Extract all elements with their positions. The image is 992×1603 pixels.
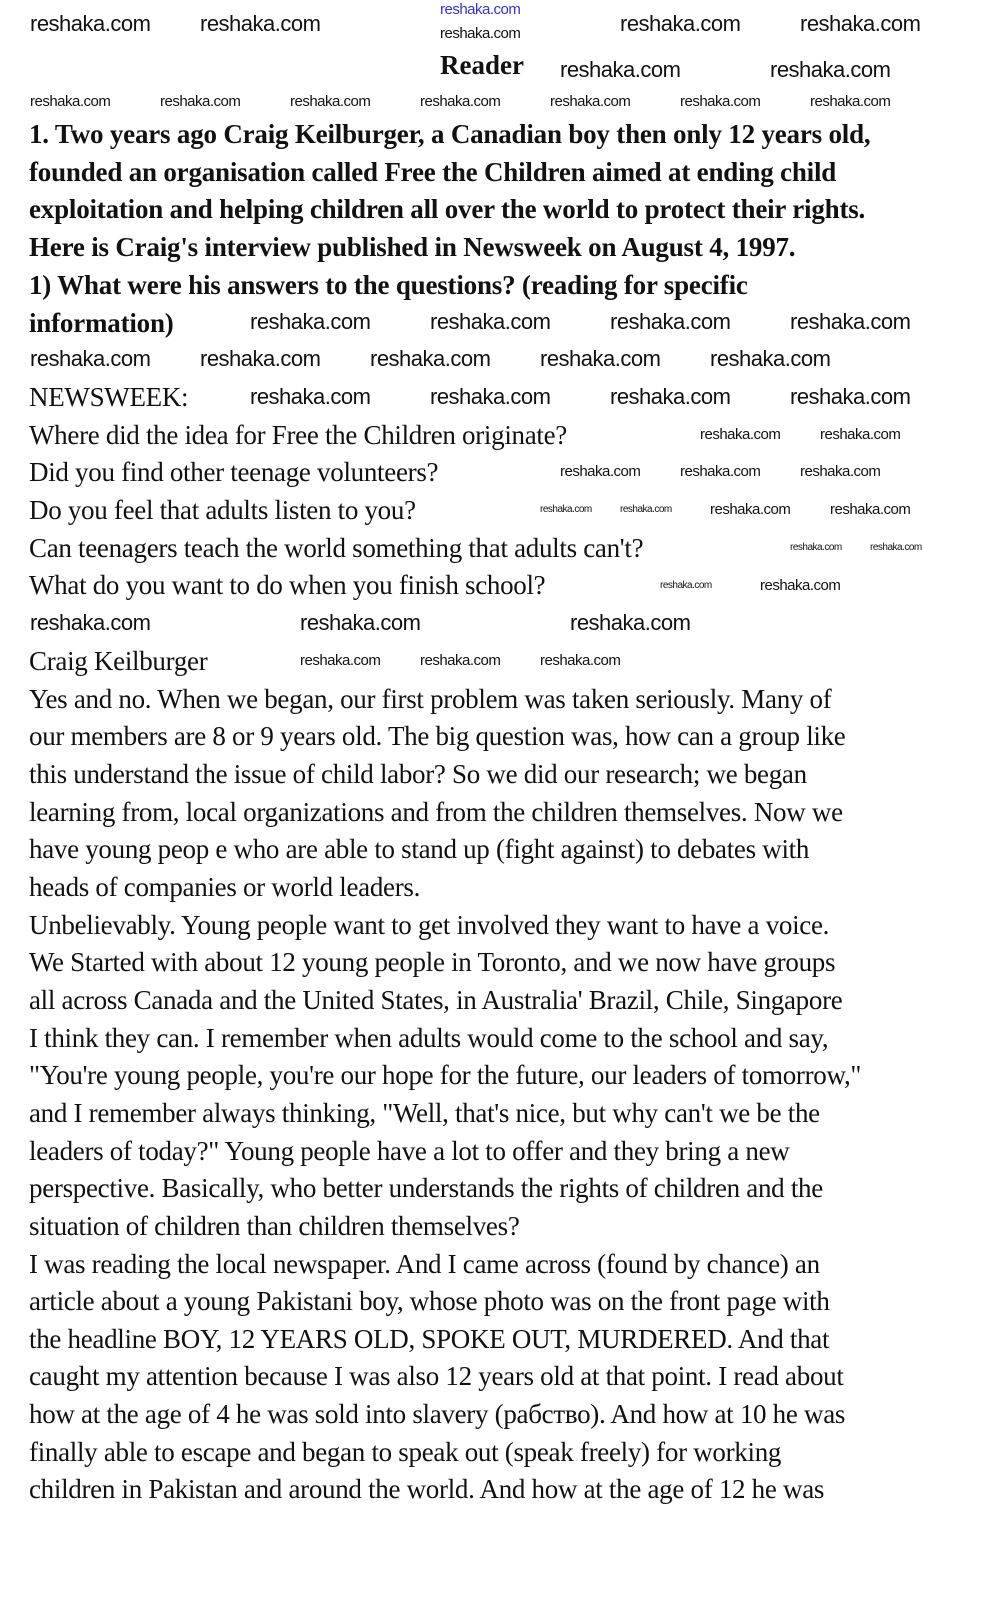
- question-line: Can teenagers teach the world something that adults can't?: [29, 532, 644, 563]
- answer-line: caught my attention because I was also 12 years old at that point. I read about: [29, 1361, 844, 1392]
- watermark: reshaka.com: [300, 652, 381, 669]
- watermark: reshaka.com: [610, 309, 731, 334]
- watermark: reshaka.com: [290, 93, 371, 110]
- watermark: reshaka.com: [30, 610, 151, 635]
- watermark: reshaka.com: [160, 93, 241, 110]
- answer-line: our members are 8 or 9 years old. The big question was, how can a group like: [29, 721, 846, 752]
- answer-line: situation of children than children themselves?: [29, 1210, 520, 1241]
- answer-line: and I remember always thinking, "Well, that's nice, but why can't we be the: [29, 1097, 820, 1128]
- watermark: reshaka.com: [560, 57, 681, 82]
- intro-line: 1. Two years ago Craig Keilburger, a Canadian boy then only 12 years old,: [29, 119, 871, 149]
- answer-line: heads of companies or world leaders.: [29, 871, 421, 902]
- answer-line: Craig Keilburger: [29, 646, 208, 676]
- answer-line: article about a young Pakistani boy, whose photo was on the front page with: [29, 1286, 830, 1317]
- question-line: Where did the idea for Free the Children originate?: [29, 419, 567, 450]
- intro-line: Here is Craig's interview published in Newsweek on August 4, 1997.: [29, 232, 796, 263]
- watermark: reshaka.com: [700, 426, 781, 443]
- watermark: reshaka.com: [540, 504, 592, 515]
- answer-line: "You're young people, you're our hope for the future, our leaders of tomorrow,": [29, 1060, 862, 1091]
- question-line: Did you find other teenage volunteers?: [29, 457, 439, 488]
- answer-line: I think they can. I remember when adults would come to the school and say,: [29, 1022, 829, 1053]
- watermark: reshaka.com: [800, 463, 881, 480]
- watermark: reshaka.com: [250, 309, 371, 334]
- intro-line: founded an organisation called Free the Children aimed at ending child: [29, 156, 837, 187]
- page-title: Reader: [440, 50, 524, 80]
- watermark: reshaka.com: [790, 384, 911, 409]
- watermark: reshaka.com: [540, 652, 621, 669]
- watermark: reshaka.com: [800, 11, 921, 36]
- watermark: reshaka.com: [200, 346, 321, 371]
- watermark: reshaka.com: [870, 542, 922, 553]
- watermark: reshaka.com: [610, 384, 731, 409]
- answer-line: how at the age of 4 he was sold into slavery (рабство). And how at 10 he was: [29, 1399, 846, 1430]
- watermark: reshaka.com: [560, 463, 641, 480]
- watermark: reshaka.com: [680, 93, 761, 110]
- answer-line: perspective. Basically, who better understands the rights of children and the: [29, 1173, 823, 1204]
- watermark: reshaka.com: [540, 346, 661, 371]
- newsweek-questions: [29, 379, 643, 605]
- watermark: reshaka.com: [30, 11, 151, 36]
- answer-line: leaders of today?" Young people have a lot to offer and they bring a new: [29, 1135, 790, 1166]
- watermark: reshaka.com: [790, 309, 911, 334]
- answer-line: finally able to escape and began to speak out (speak freely) for working: [29, 1436, 782, 1467]
- answer-line: children in Pakistan and around the world. And how at the age of 12 he was: [29, 1474, 825, 1505]
- craig-answers: [29, 643, 861, 1509]
- watermark: reshaka.com: [370, 346, 491, 371]
- question-line: NEWSWEEK:: [29, 382, 189, 412]
- watermark: reshaka.com: [430, 384, 551, 409]
- watermark: reshaka.com: [790, 542, 842, 553]
- watermark: reshaka.com: [440, 25, 521, 42]
- intro-line: 1) What were his answers to the questions? (reading for specific: [29, 269, 748, 300]
- watermark: reshaka.com: [430, 309, 551, 334]
- watermark: reshaka.com: [570, 610, 691, 635]
- answer-line: We Started with about 12 young people in Toronto, and we now have groups: [29, 947, 836, 978]
- watermark: reshaka.com: [30, 346, 151, 371]
- answer-line: have young peop e who are able to stand up (fight against) to debates with: [29, 834, 810, 865]
- watermark: reshaka.com: [300, 610, 421, 635]
- answer-line: learning from, local organizations and from the children themselves. Now we: [29, 796, 843, 827]
- watermark: reshaka.com: [760, 577, 841, 594]
- watermark: reshaka.com: [810, 93, 891, 110]
- watermark: reshaka.com: [820, 426, 901, 443]
- watermark: reshaka.com: [420, 93, 501, 110]
- watermark: reshaka.com: [830, 501, 911, 518]
- watermark: reshaka.com: [440, 1, 521, 18]
- watermark: reshaka.com: [550, 93, 631, 110]
- answer-line: the headline BOY, 12 YEARS OLD, SPOKE OUT, MURDERED. And that: [29, 1323, 830, 1354]
- watermark: reshaka.com: [420, 652, 501, 669]
- question-line: Do you feel that adults listen to you?: [29, 494, 416, 525]
- watermark: reshaka.com: [710, 501, 791, 518]
- watermark: reshaka.com: [660, 580, 712, 591]
- answer-line: I was reading the local newspaper. And I came across (found by chance) an: [29, 1248, 820, 1279]
- answer-line: this understand the issue of child labor? So we did our research; we began: [29, 758, 807, 789]
- answer-line: Unbelievably. Young people want to get involved they want to have a voice.: [29, 909, 830, 940]
- answer-line: all across Canada and the United States, in Australia' Brazil, Chile, Singapore: [29, 984, 843, 1015]
- watermark: reshaka.com: [770, 57, 891, 82]
- watermark: reshaka.com: [620, 504, 672, 515]
- question-line: What do you want to do when you finish school?: [29, 570, 546, 601]
- answer-line: Yes and no. When we began, our first problem was taken seriously. Many of: [29, 683, 832, 714]
- watermark: reshaka.com: [680, 463, 761, 480]
- watermark: reshaka.com: [250, 384, 371, 409]
- intro-line: exploitation and helping children all over the world to protect their rights.: [29, 194, 866, 225]
- intro-line: information): [29, 307, 174, 338]
- watermark: reshaka.com: [620, 11, 741, 36]
- watermark: reshaka.com: [200, 11, 321, 36]
- watermark: reshaka.com: [30, 93, 111, 110]
- watermark: reshaka.com: [710, 346, 831, 371]
